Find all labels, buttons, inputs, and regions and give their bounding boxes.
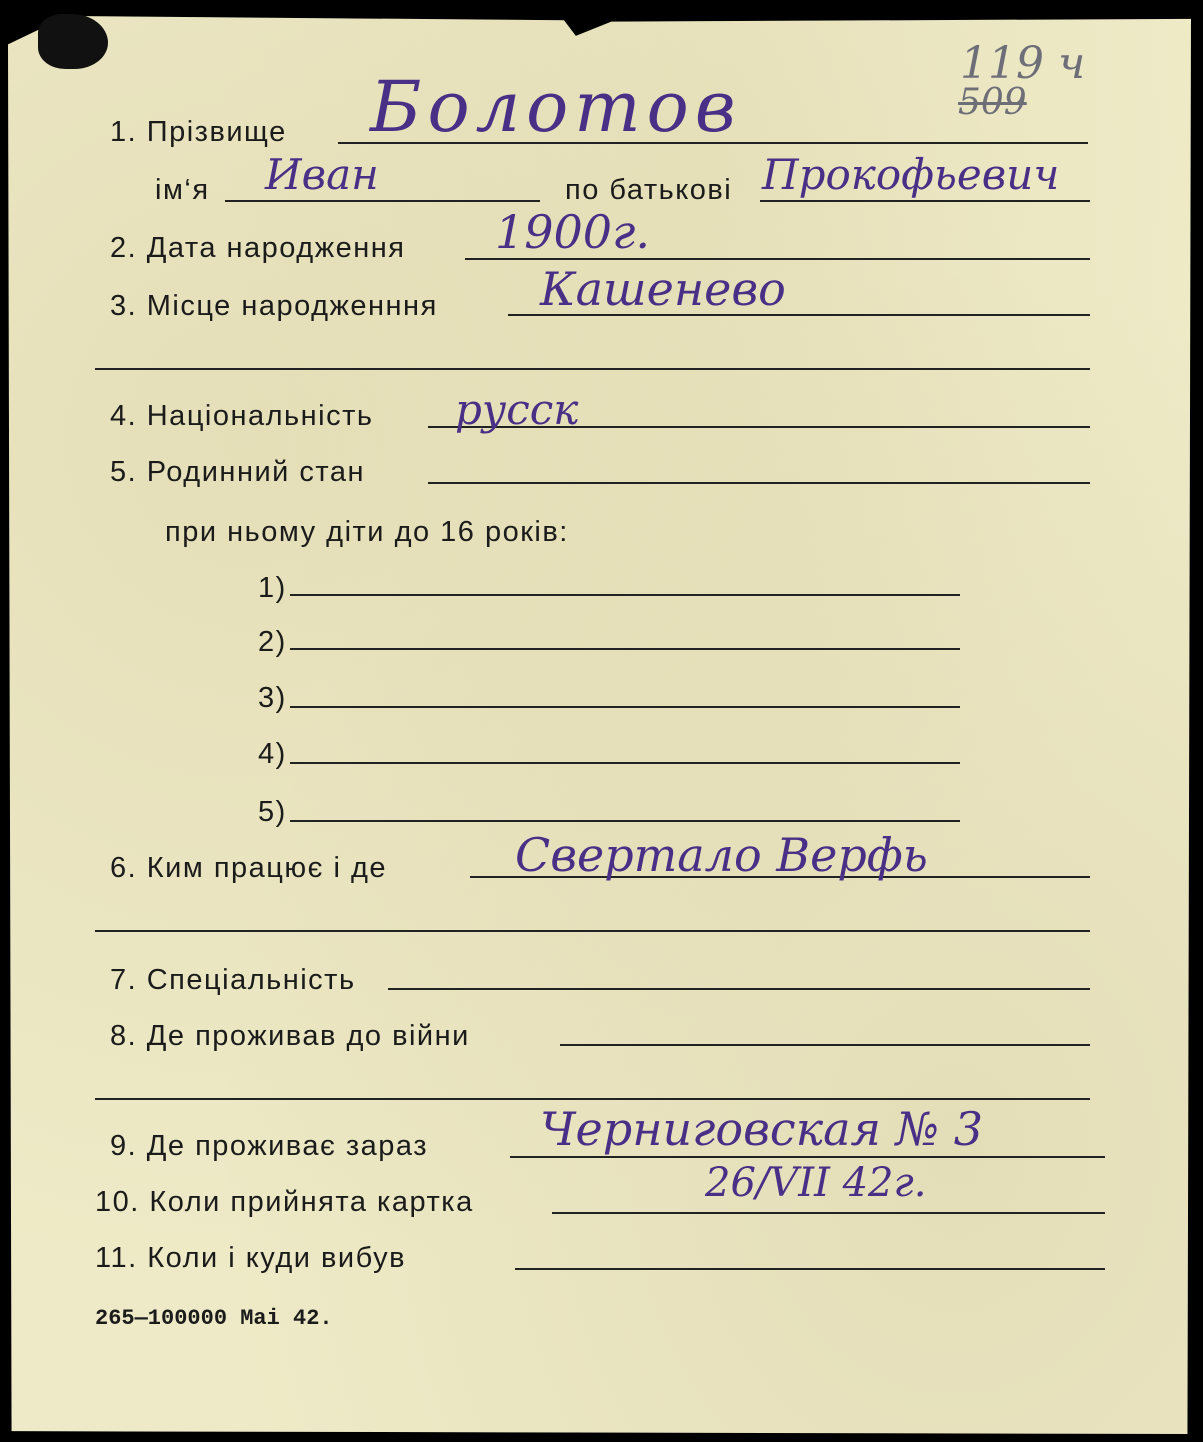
- pencil-note-line1: 119 ч: [960, 38, 1086, 89]
- prewar-residence-line: [560, 1044, 1090, 1046]
- patronymic-value: Прокофьевич: [762, 150, 1060, 199]
- child-3-line: [290, 706, 960, 708]
- patronymic-line: [760, 200, 1090, 202]
- work-label: 6. Ким працює і де: [110, 852, 388, 884]
- nationality-label: 4. Національність: [110, 400, 374, 432]
- children-header: при ньому діти до 16 років:: [165, 516, 569, 548]
- marital-status-label: 5. Родинний стан: [110, 456, 366, 488]
- name-label: ім‘я: [155, 174, 210, 206]
- work-line-2: [95, 930, 1090, 932]
- specialty-line: [388, 988, 1090, 990]
- name-line: [225, 200, 540, 202]
- prewar-residence-label: 8. Де проживав до війни: [110, 1020, 470, 1052]
- print-code: 265—100000 Маі 42.: [95, 1306, 333, 1331]
- birth-date-label: 2. Дата народження: [110, 232, 406, 264]
- torn-corner: [38, 14, 108, 69]
- current-residence-line: [510, 1156, 1105, 1158]
- current-residence-value: Черниговская № 3: [540, 1102, 984, 1156]
- prewar-residence-line-2: [95, 1098, 1090, 1100]
- child-1-label: 1): [258, 572, 287, 604]
- departure-line: [515, 1268, 1105, 1270]
- specialty-label: 7. Спеціальність: [110, 964, 356, 996]
- marital-status-line: [428, 482, 1090, 484]
- child-5-line: [290, 820, 960, 822]
- name-value: Иван: [265, 150, 379, 199]
- card-accepted-line: [552, 1212, 1105, 1214]
- child-2-line: [290, 648, 960, 650]
- current-residence-label: 9. Де проживає зараз: [110, 1130, 429, 1162]
- birth-place-label: 3. Місце народженння: [110, 290, 438, 322]
- patronymic-label: по батькові: [565, 174, 733, 206]
- birth-place-line-2: [95, 368, 1090, 370]
- child-1-line: [290, 594, 960, 596]
- pencil-note-line2: 509: [958, 82, 1027, 123]
- birth-date-value: 1900г.: [495, 205, 650, 259]
- surname-label: 1. Прізвище: [110, 116, 287, 148]
- card-accepted-value: 26/VII 42г.: [705, 1160, 927, 1206]
- birth-place-value: Кашенево: [540, 262, 786, 316]
- departure-label: 11. Коли і куди вибув: [95, 1242, 406, 1274]
- work-value: Свертало Верфь: [515, 828, 928, 882]
- nationality-value: русск: [455, 385, 579, 434]
- child-2-label: 2): [258, 626, 287, 658]
- child-4-line: [290, 762, 960, 764]
- surname-value: Болотов: [370, 66, 742, 148]
- child-3-label: 3): [258, 682, 287, 714]
- child-5-label: 5): [258, 796, 287, 828]
- card-accepted-label: 10. Коли прийнята картка: [95, 1186, 474, 1218]
- child-4-label: 4): [258, 738, 287, 770]
